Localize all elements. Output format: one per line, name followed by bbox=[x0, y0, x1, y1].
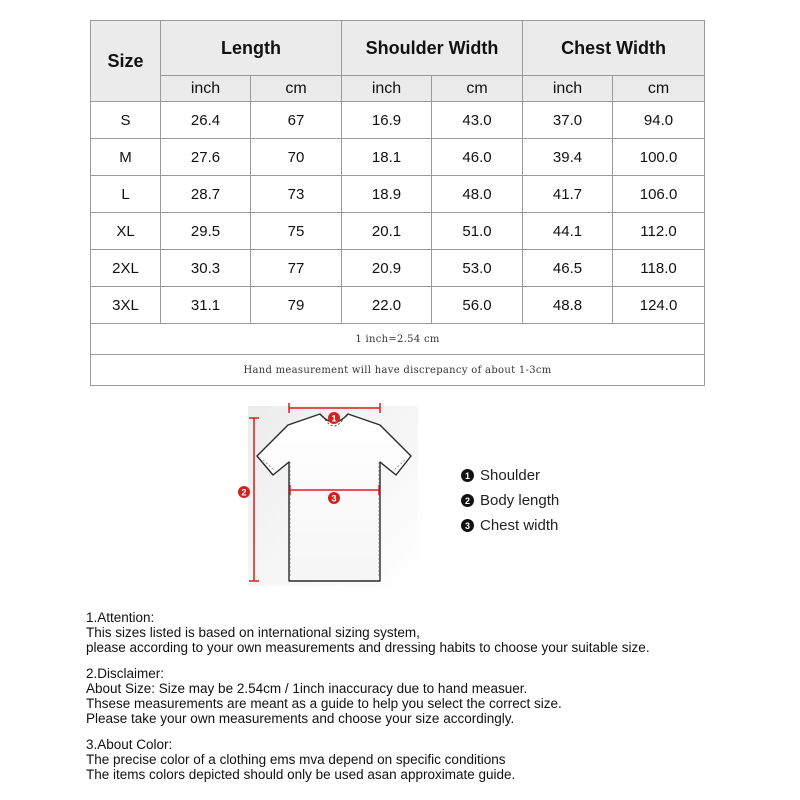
legend-label: Shoulder bbox=[480, 467, 541, 484]
value-cell: 48.0 bbox=[432, 176, 523, 213]
value-cell: 73 bbox=[251, 176, 342, 213]
conversion-note: 1 inch=2.54 cm bbox=[91, 324, 705, 355]
table-row bbox=[91, 250, 705, 287]
value-cell: 41.7 bbox=[523, 176, 613, 213]
legend-item-body-length bbox=[461, 488, 559, 513]
header-size: Size bbox=[91, 21, 161, 102]
marker-body-length bbox=[238, 486, 250, 498]
value-cell: 51.0 bbox=[432, 213, 523, 250]
note-line: Thsese measurements are meant as a guide to help you select the correct size. bbox=[86, 696, 562, 711]
value-cell: 75 bbox=[251, 213, 342, 250]
size-cell: L bbox=[91, 176, 161, 213]
note-line: The items colors depicted should only be used asan approximate guide. bbox=[86, 767, 516, 782]
value-cell: 28.7 bbox=[161, 176, 251, 213]
size-chart-table bbox=[90, 20, 705, 386]
table-row bbox=[91, 213, 705, 250]
table-row bbox=[91, 102, 705, 139]
units-row bbox=[91, 76, 705, 102]
value-cell: 118.0 bbox=[613, 250, 705, 287]
legend-item-shoulder bbox=[461, 463, 559, 488]
value-cell: 26.4 bbox=[161, 102, 251, 139]
value-cell: 27.6 bbox=[161, 139, 251, 176]
value-cell: 94.0 bbox=[613, 102, 705, 139]
value-cell: 39.4 bbox=[523, 139, 613, 176]
discrepancy-note-row bbox=[91, 355, 705, 386]
note-line: This sizes listed is based on international sizing system, bbox=[86, 625, 420, 640]
unit-cell: inch bbox=[161, 76, 251, 102]
table-row bbox=[91, 139, 705, 176]
value-cell: 46.5 bbox=[523, 250, 613, 287]
value-cell: 53.0 bbox=[432, 250, 523, 287]
notes-section bbox=[86, 610, 726, 793]
attention-note bbox=[86, 610, 726, 655]
tshirt-measurement-diagram bbox=[230, 398, 430, 593]
marker-chest bbox=[328, 492, 340, 504]
unit-cell: cm bbox=[251, 76, 342, 102]
value-cell: 67 bbox=[251, 102, 342, 139]
conversion-note-row bbox=[91, 324, 705, 355]
size-cell: 2XL bbox=[91, 250, 161, 287]
value-cell: 18.1 bbox=[342, 139, 432, 176]
value-cell: 112.0 bbox=[613, 213, 705, 250]
legend-number-icon: 2 bbox=[461, 494, 474, 507]
legend-label: Chest width bbox=[480, 517, 559, 534]
value-cell: 30.3 bbox=[161, 250, 251, 287]
value-cell: 106.0 bbox=[613, 176, 705, 213]
svg-text:2: 2 bbox=[241, 487, 247, 498]
measurement-legend bbox=[461, 463, 559, 538]
attention-title: 1.Attention: bbox=[86, 610, 155, 625]
header-chest-width: Chest Width bbox=[523, 21, 705, 76]
legend-label: Body length bbox=[480, 492, 560, 509]
value-cell: 20.1 bbox=[342, 213, 432, 250]
size-cell: S bbox=[91, 102, 161, 139]
disclaimer-note bbox=[86, 666, 726, 726]
size-cell: M bbox=[91, 139, 161, 176]
value-cell: 56.0 bbox=[432, 287, 523, 324]
value-cell: 79 bbox=[251, 287, 342, 324]
marker-shoulder bbox=[328, 412, 340, 424]
size-cell: XL bbox=[91, 213, 161, 250]
note-line: About Size: Size may be 2.54cm / 1inch inaccuracy due to hand measuer. bbox=[86, 681, 528, 696]
note-line: Please take your own measurements and choose your size accordingly. bbox=[86, 711, 515, 726]
value-cell: 31.1 bbox=[161, 287, 251, 324]
unit-cell: inch bbox=[342, 76, 432, 102]
table-row bbox=[91, 176, 705, 213]
value-cell: 77 bbox=[251, 250, 342, 287]
value-cell: 37.0 bbox=[523, 102, 613, 139]
table-header-row bbox=[91, 21, 705, 76]
value-cell: 22.0 bbox=[342, 287, 432, 324]
unit-cell: inch bbox=[523, 76, 613, 102]
value-cell: 20.9 bbox=[342, 250, 432, 287]
value-cell: 29.5 bbox=[161, 213, 251, 250]
note-line: The precise color of a clothing ems mva depend on specific conditions bbox=[86, 752, 506, 767]
value-cell: 100.0 bbox=[613, 139, 705, 176]
svg-text:1: 1 bbox=[331, 413, 337, 424]
value-cell: 43.0 bbox=[432, 102, 523, 139]
color-note bbox=[86, 737, 726, 782]
value-cell: 18.9 bbox=[342, 176, 432, 213]
value-cell: 44.1 bbox=[523, 213, 613, 250]
value-cell: 16.9 bbox=[342, 102, 432, 139]
value-cell: 48.8 bbox=[523, 287, 613, 324]
header-length: Length bbox=[161, 21, 342, 76]
unit-cell: cm bbox=[613, 76, 705, 102]
discrepancy-note: Hand measurement will have discrepancy of about 1-3cm bbox=[91, 355, 705, 386]
color-title: 3.About Color: bbox=[86, 737, 173, 752]
note-line: please according to your own measurements and dressing habits to choose your suitable size. bbox=[86, 640, 650, 655]
disclaimer-title: 2.Disclaimer: bbox=[86, 666, 165, 681]
svg-text:3: 3 bbox=[331, 493, 337, 504]
header-shoulder-width: Shoulder Width bbox=[342, 21, 523, 76]
legend-number-icon: 3 bbox=[461, 519, 474, 532]
value-cell: 46.0 bbox=[432, 139, 523, 176]
table-row bbox=[91, 287, 705, 324]
legend-item-chest-width bbox=[461, 513, 559, 538]
legend-number-icon: 1 bbox=[461, 469, 474, 482]
size-cell: 3XL bbox=[91, 287, 161, 324]
value-cell: 70 bbox=[251, 139, 342, 176]
unit-cell: cm bbox=[432, 76, 523, 102]
value-cell: 124.0 bbox=[613, 287, 705, 324]
